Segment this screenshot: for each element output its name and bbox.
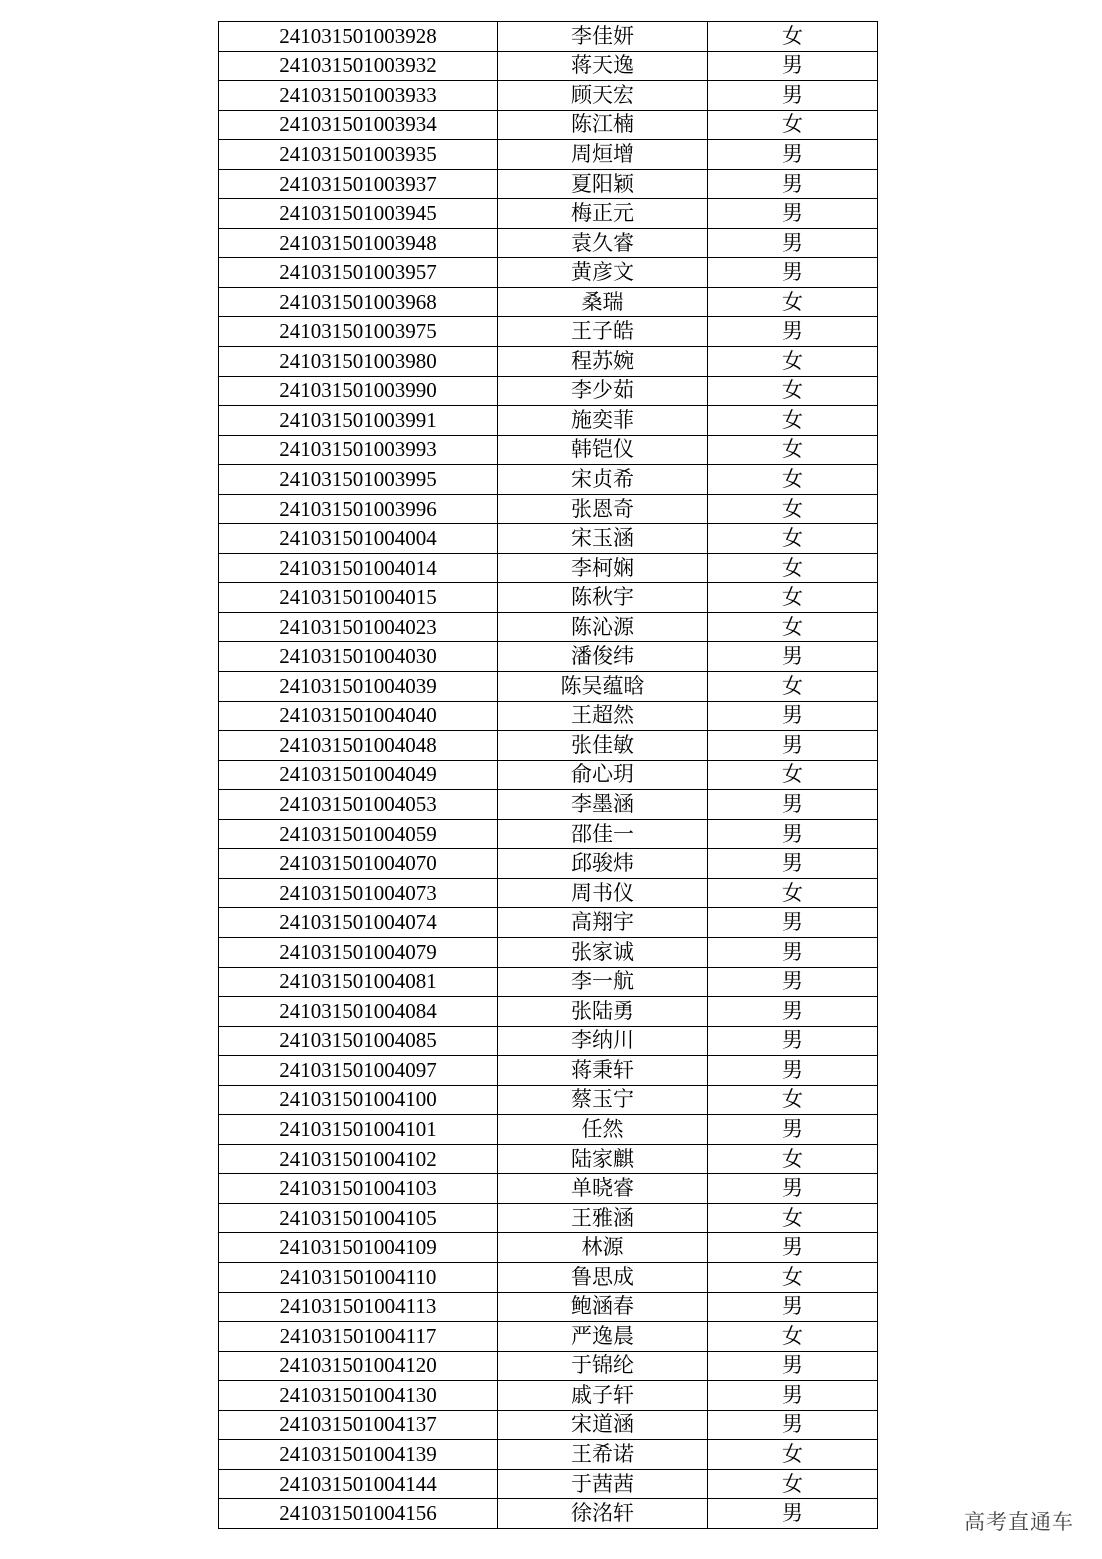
table-row (219, 51, 878, 81)
student-id-cell: 241031501003934 (219, 110, 498, 140)
student-id-cell: 241031501004130 (219, 1381, 498, 1411)
student-table (218, 21, 878, 1529)
student-id-cell: 241031501003995 (219, 465, 498, 495)
student-name-cell: 蔡玉宁 (498, 1085, 708, 1115)
student-gender-cell: 女 (708, 1440, 878, 1470)
watermark-text: 高考直通车 (964, 1510, 1074, 1534)
student-name-cell: 黄彦文 (498, 258, 708, 288)
table-row (219, 1026, 878, 1056)
student-gender-cell: 女 (708, 347, 878, 377)
student-gender-cell: 男 (708, 1410, 878, 1440)
student-gender-cell: 女 (708, 1203, 878, 1233)
student-gender-cell: 女 (708, 406, 878, 436)
student-gender-cell: 女 (708, 612, 878, 642)
student-name-cell: 陆家麒 (498, 1144, 708, 1174)
table-row (219, 1056, 878, 1086)
student-name-cell: 邱骏炜 (498, 849, 708, 879)
table-row (219, 908, 878, 938)
student-name-cell: 袁久睿 (498, 228, 708, 258)
student-name-cell: 潘俊纬 (498, 642, 708, 672)
student-gender-cell: 男 (708, 169, 878, 199)
table-row (219, 672, 878, 702)
student-gender-cell: 女 (708, 1262, 878, 1292)
table-row (219, 642, 878, 672)
table-row (219, 1115, 878, 1145)
student-id-cell: 241031501003948 (219, 228, 498, 258)
student-id-cell: 241031501004144 (219, 1469, 498, 1499)
student-gender-cell: 男 (708, 1056, 878, 1086)
student-gender-cell: 男 (708, 140, 878, 170)
student-id-cell: 241031501004074 (219, 908, 498, 938)
table-row (219, 583, 878, 613)
student-id-cell: 241031501004085 (219, 1026, 498, 1056)
student-gender-cell: 男 (708, 1292, 878, 1322)
student-name-cell: 鲁思成 (498, 1262, 708, 1292)
student-gender-cell: 女 (708, 287, 878, 317)
student-name-cell: 程苏婉 (498, 347, 708, 377)
table-row (219, 878, 878, 908)
student-id-cell: 241031501004039 (219, 672, 498, 702)
student-id-cell: 241031501004110 (219, 1262, 498, 1292)
student-name-cell: 梅正元 (498, 199, 708, 229)
student-name-cell: 陈秋宇 (498, 583, 708, 613)
table-row (219, 790, 878, 820)
student-id-cell: 241031501004070 (219, 849, 498, 879)
student-name-cell: 张家诚 (498, 937, 708, 967)
student-name-cell: 李少茹 (498, 376, 708, 406)
table-row (219, 169, 878, 199)
student-name-cell: 鲍涵春 (498, 1292, 708, 1322)
table-row (219, 465, 878, 495)
table-row (219, 1351, 878, 1381)
table-row (219, 140, 878, 170)
student-name-cell: 王超然 (498, 701, 708, 731)
student-name-cell: 张陆勇 (498, 997, 708, 1027)
student-name-cell: 邵佳一 (498, 819, 708, 849)
student-name-cell: 周书仪 (498, 878, 708, 908)
student-id-cell: 241031501004105 (219, 1203, 498, 1233)
student-gender-cell: 女 (708, 583, 878, 613)
student-id-cell: 241031501004014 (219, 553, 498, 583)
student-id-cell: 241031501003935 (219, 140, 498, 170)
student-name-cell: 李佳妍 (498, 22, 708, 52)
table-row (219, 524, 878, 554)
student-id-cell: 241031501004015 (219, 583, 498, 613)
student-id-cell: 241031501004004 (219, 524, 498, 554)
student-id-cell: 241031501003933 (219, 81, 498, 111)
student-id-cell: 241031501004101 (219, 1115, 498, 1145)
student-id-cell: 241031501004113 (219, 1292, 498, 1322)
student-gender-cell: 男 (708, 1115, 878, 1145)
table-row (219, 1469, 878, 1499)
student-gender-cell: 女 (708, 553, 878, 583)
student-gender-cell: 男 (708, 997, 878, 1027)
student-id-cell: 241031501003996 (219, 494, 498, 524)
student-name-cell: 王雅涵 (498, 1203, 708, 1233)
table-row (219, 1499, 878, 1529)
student-name-cell: 俞心玥 (498, 760, 708, 790)
student-name-cell: 于锦纶 (498, 1351, 708, 1381)
student-gender-cell: 女 (708, 435, 878, 465)
student-gender-cell: 女 (708, 465, 878, 495)
student-id-cell: 241031501004040 (219, 701, 498, 731)
table-row (219, 317, 878, 347)
table-row (219, 22, 878, 52)
student-name-cell: 韩铠仪 (498, 435, 708, 465)
student-id-cell: 241031501003937 (219, 169, 498, 199)
student-id-cell: 241031501003957 (219, 258, 498, 288)
student-gender-cell: 女 (708, 1322, 878, 1352)
student-name-cell: 周烜增 (498, 140, 708, 170)
student-gender-cell: 男 (708, 1174, 878, 1204)
table-row (219, 937, 878, 967)
student-gender-cell: 男 (708, 1351, 878, 1381)
student-name-cell: 严逸晨 (498, 1322, 708, 1352)
student-id-cell: 241031501004059 (219, 819, 498, 849)
student-gender-cell: 女 (708, 494, 878, 524)
table-row (219, 1292, 878, 1322)
student-name-cell: 宋贞希 (498, 465, 708, 495)
table-row (219, 612, 878, 642)
table-row (219, 258, 878, 288)
student-id-cell: 241031501003975 (219, 317, 498, 347)
student-id-cell: 241031501003980 (219, 347, 498, 377)
table-row (219, 819, 878, 849)
student-name-cell: 夏阳颖 (498, 169, 708, 199)
table-row (219, 81, 878, 111)
student-gender-cell: 男 (708, 908, 878, 938)
student-gender-cell: 女 (708, 760, 878, 790)
table-row (219, 376, 878, 406)
table-row (219, 760, 878, 790)
student-name-cell: 高翔宇 (498, 908, 708, 938)
student-gender-cell: 女 (708, 22, 878, 52)
student-id-cell: 241031501004073 (219, 878, 498, 908)
table-row (219, 553, 878, 583)
student-gender-cell: 男 (708, 819, 878, 849)
student-name-cell: 张恩奇 (498, 494, 708, 524)
student-id-cell: 241031501004102 (219, 1144, 498, 1174)
table-row (219, 199, 878, 229)
student-gender-cell: 男 (708, 317, 878, 347)
student-gender-cell: 男 (708, 731, 878, 761)
student-gender-cell: 男 (708, 1026, 878, 1056)
table-row (219, 997, 878, 1027)
student-id-cell: 241031501004030 (219, 642, 498, 672)
student-id-cell: 241031501003990 (219, 376, 498, 406)
student-id-cell: 241031501004100 (219, 1085, 498, 1115)
student-id-cell: 241031501004084 (219, 997, 498, 1027)
student-gender-cell: 男 (708, 81, 878, 111)
student-id-cell: 241031501003991 (219, 406, 498, 436)
student-gender-cell: 男 (708, 642, 878, 672)
student-id-cell: 241031501004103 (219, 1174, 498, 1204)
student-id-cell: 241031501004081 (219, 967, 498, 997)
table-body (219, 22, 878, 1529)
student-name-cell: 李柯娴 (498, 553, 708, 583)
student-id-cell: 241031501003932 (219, 51, 498, 81)
student-name-cell: 戚子轩 (498, 1381, 708, 1411)
student-name-cell: 桑瑞 (498, 287, 708, 317)
student-gender-cell: 女 (708, 524, 878, 554)
student-id-cell: 241031501004097 (219, 1056, 498, 1086)
table-row (219, 1381, 878, 1411)
student-id-cell: 241031501003928 (219, 22, 498, 52)
student-id-cell: 241031501004079 (219, 937, 498, 967)
table-row (219, 1144, 878, 1174)
student-id-cell: 241031501004053 (219, 790, 498, 820)
table-row (219, 1233, 878, 1263)
student-name-cell: 任然 (498, 1115, 708, 1145)
student-gender-cell: 男 (708, 967, 878, 997)
student-id-cell: 241031501003945 (219, 199, 498, 229)
student-id-cell: 241031501004023 (219, 612, 498, 642)
table-row (219, 435, 878, 465)
student-gender-cell: 女 (708, 672, 878, 702)
student-gender-cell: 男 (708, 1499, 878, 1529)
student-id-cell: 241031501004048 (219, 731, 498, 761)
student-name-cell: 王子皓 (498, 317, 708, 347)
table-row (219, 1410, 878, 1440)
student-name-cell: 于茜茜 (498, 1469, 708, 1499)
student-gender-cell: 女 (708, 1085, 878, 1115)
student-gender-cell: 男 (708, 258, 878, 288)
student-name-cell: 施奕菲 (498, 406, 708, 436)
student-gender-cell: 女 (708, 376, 878, 406)
student-gender-cell: 女 (708, 1144, 878, 1174)
table-row (219, 406, 878, 436)
student-name-cell: 陈沁源 (498, 612, 708, 642)
student-name-cell: 林源 (498, 1233, 708, 1263)
student-gender-cell: 男 (708, 228, 878, 258)
table-row (219, 731, 878, 761)
student-id-cell: 241031501003993 (219, 435, 498, 465)
student-id-cell: 241031501004109 (219, 1233, 498, 1263)
table-row (219, 1322, 878, 1352)
table-row (219, 1440, 878, 1470)
table-row (219, 1203, 878, 1233)
student-name-cell: 陈江楠 (498, 110, 708, 140)
student-gender-cell: 女 (708, 878, 878, 908)
student-gender-cell: 男 (708, 1381, 878, 1411)
student-name-cell: 王希诺 (498, 1440, 708, 1470)
student-id-cell: 241031501004117 (219, 1322, 498, 1352)
student-id-cell: 241031501004120 (219, 1351, 498, 1381)
student-id-cell: 241031501004137 (219, 1410, 498, 1440)
student-name-cell: 李纳川 (498, 1026, 708, 1056)
student-name-cell: 宋玉涵 (498, 524, 708, 554)
table-row (219, 1085, 878, 1115)
table-row (219, 967, 878, 997)
student-name-cell: 张佳敏 (498, 731, 708, 761)
table-row (219, 347, 878, 377)
table-row (219, 110, 878, 140)
student-gender-cell: 男 (708, 1233, 878, 1263)
student-id-cell: 241031501004139 (219, 1440, 498, 1470)
student-gender-cell: 女 (708, 1469, 878, 1499)
student-name-cell: 陈吴蕴晗 (498, 672, 708, 702)
student-gender-cell: 男 (708, 790, 878, 820)
student-name-cell: 李一航 (498, 967, 708, 997)
student-name-cell: 宋道涵 (498, 1410, 708, 1440)
table-row (219, 701, 878, 731)
student-gender-cell: 女 (708, 110, 878, 140)
student-name-cell: 蒋秉轩 (498, 1056, 708, 1086)
student-name-cell: 徐洺轩 (498, 1499, 708, 1529)
table-row (219, 287, 878, 317)
student-gender-cell: 男 (708, 199, 878, 229)
student-name-cell: 顾天宏 (498, 81, 708, 111)
student-id-cell: 241031501003968 (219, 287, 498, 317)
table-row (219, 849, 878, 879)
table-row (219, 1174, 878, 1204)
student-name-cell: 李墨涵 (498, 790, 708, 820)
student-id-cell: 241031501004156 (219, 1499, 498, 1529)
student-gender-cell: 男 (708, 937, 878, 967)
student-gender-cell: 男 (708, 849, 878, 879)
table-row (219, 494, 878, 524)
student-name-cell: 蒋天逸 (498, 51, 708, 81)
table-row (219, 228, 878, 258)
table-row (219, 1262, 878, 1292)
student-gender-cell: 男 (708, 701, 878, 731)
student-name-cell: 单晓睿 (498, 1174, 708, 1204)
student-id-cell: 241031501004049 (219, 760, 498, 790)
student-gender-cell: 男 (708, 51, 878, 81)
